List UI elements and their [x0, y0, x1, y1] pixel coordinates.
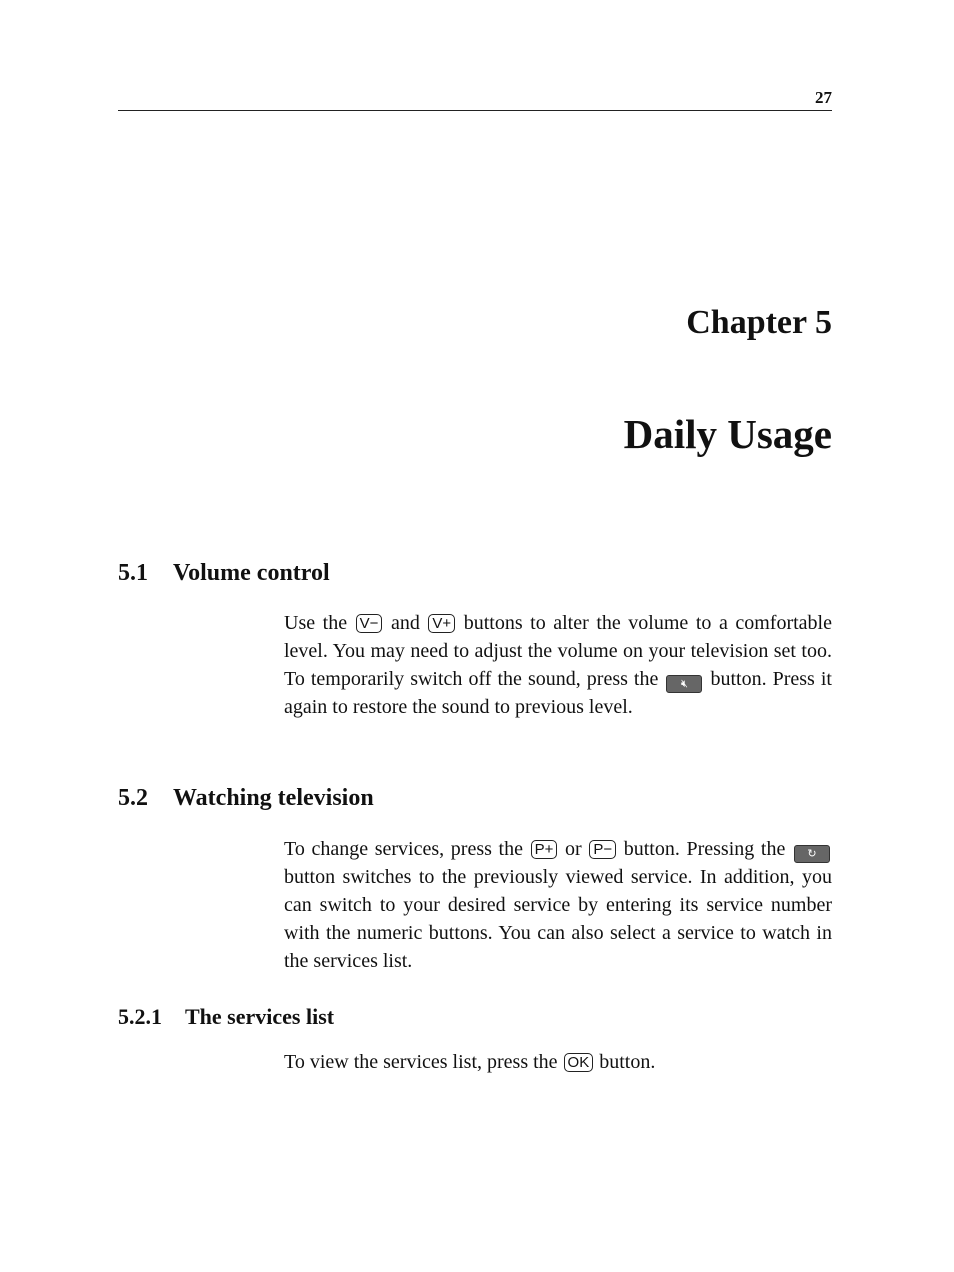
program-up-key: P+	[531, 840, 558, 859]
chapter-title: Daily Usage	[623, 411, 832, 457]
recall-icon: ↻	[794, 845, 830, 863]
volume-down-key: V−	[356, 614, 383, 633]
paragraph-watching-television: To change services, press the P+ or P− button. Pressing the ↻ button switches to the previously viewed service. In addition, you can switch to your desired service by entering its service number with the numeric buttons. You can also select a service to watch in the services list.	[284, 838, 832, 972]
section-heading-watching-television	[118, 785, 374, 812]
paragraph-services-list: To view the services list, press the OK button.	[284, 1051, 656, 1073]
section-number: 5.1	[118, 560, 148, 586]
section-title: Watching television	[173, 785, 374, 811]
page-header	[118, 86, 832, 111]
subsection-title: The services list	[185, 1004, 335, 1029]
program-down-key: P−	[589, 840, 616, 859]
section-heading-volume-control	[118, 560, 330, 587]
page-number: 27	[815, 88, 832, 107]
section-title: Volume control	[173, 560, 330, 586]
chapter-label: Chapter 5	[686, 304, 832, 341]
subsection-heading-services-list	[118, 1004, 334, 1030]
volume-up-key: V+	[428, 614, 455, 633]
subsection-number: 5.2.1	[118, 1004, 162, 1029]
paragraph-volume-control: Use the V− and V+ buttons to alter the volume to a comfortable level. You may need to adjust the volume on your television set too. To temporarily switch off the sound, press the 🔇︎ button. Press it again to restore the sound to previous level.	[284, 612, 832, 718]
ok-key: OK	[564, 1053, 594, 1072]
mute-icon: 🔇︎	[666, 675, 702, 693]
section-number: 5.2	[118, 785, 148, 811]
